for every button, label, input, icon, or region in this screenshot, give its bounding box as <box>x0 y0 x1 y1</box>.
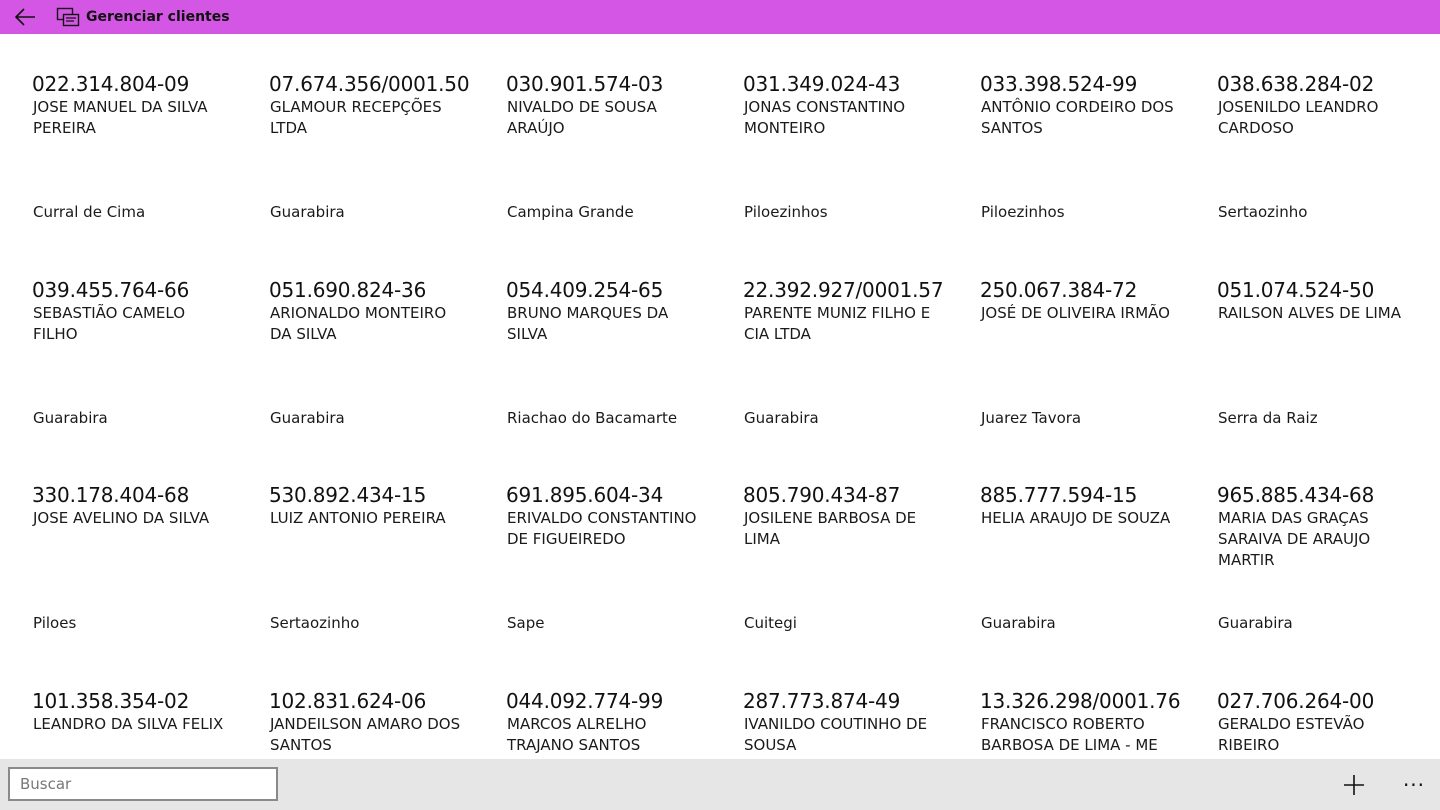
client-card[interactable] <box>980 483 1210 683</box>
client-name: GERALDO ESTEVÃO RIBEIRO <box>1218 714 1365 754</box>
client-city: Guarabira <box>33 408 108 427</box>
client-document-number: 102.831.624-06 <box>269 688 427 713</box>
client-name: BRUNO MARQUES DA SILVA <box>507 303 669 343</box>
client-city: Guarabira <box>270 408 345 427</box>
client-document-number: 330.178.404-68 <box>32 483 190 507</box>
client-card[interactable] <box>506 483 736 683</box>
client-card[interactable] <box>506 72 736 272</box>
client-name: RAILSON ALVES DE LIMA <box>1218 303 1401 322</box>
client-card[interactable] <box>743 689 973 760</box>
client-card[interactable] <box>506 689 736 760</box>
client-name: ERIVALDO CONSTANTINO DE FIGUEIREDO <box>507 509 697 548</box>
client-document-number: 027.706.264-00 <box>1217 688 1375 713</box>
client-card[interactable] <box>269 689 499 760</box>
client-name: LUIZ ANTONIO PEREIRA <box>270 509 446 527</box>
search-input[interactable] <box>8 767 278 801</box>
client-city: Campina Grande <box>507 203 634 221</box>
more-ellipsis-icon: ··· <box>1402 773 1426 797</box>
client-city: Sape <box>507 614 545 632</box>
client-city: Sertaozinho <box>270 614 360 632</box>
client-card[interactable] <box>980 72 1210 272</box>
client-document-number: 13.326.298/0001.76 <box>980 688 1181 713</box>
client-card[interactable] <box>506 278 736 478</box>
client-city: Juarez Tavora <box>981 408 1082 427</box>
client-card[interactable] <box>743 483 973 683</box>
add-client-button[interactable] <box>1334 765 1374 805</box>
client-name: JOSENILDO LEANDRO CARDOSO <box>1218 98 1379 137</box>
client-card[interactable] <box>980 689 1210 760</box>
client-document-number: 039.455.764-66 <box>32 277 190 302</box>
client-card[interactable] <box>1217 278 1440 478</box>
client-card[interactable] <box>32 72 262 272</box>
page-title: Gerenciar clientes <box>86 9 230 25</box>
client-document-number: 805.790.434-87 <box>743 483 901 507</box>
client-name: NIVALDO DE SOUSA ARAÚJO <box>507 98 657 137</box>
clients-grid <box>32 72 1440 759</box>
client-name: PARENTE MUNIZ FILHO E CIA LTDA <box>744 303 931 343</box>
client-name: JANDEILSON AMARO DOS SANTOS <box>270 714 461 754</box>
client-document-number: 691.895.604-34 <box>506 483 664 507</box>
client-cards-icon <box>56 5 80 29</box>
client-card[interactable] <box>32 483 262 683</box>
client-document-number: 051.074.524-50 <box>1217 277 1375 302</box>
plus-icon <box>1342 773 1366 797</box>
client-city: Cuitegi <box>744 614 797 632</box>
client-name: SEBASTIÃO CAMELO FILHO <box>33 303 186 343</box>
client-document-number: 530.892.434-15 <box>269 483 427 507</box>
client-city: Curral de Cima <box>33 203 146 221</box>
client-city: Riachao do Bacamarte <box>507 408 678 427</box>
client-name: FRANCISCO ROBERTO BARBOSA DE LIMA - ME <box>981 714 1158 754</box>
client-city: Guarabira <box>270 203 345 221</box>
client-name: IVANILDO COUTINHO DE SOUSA <box>744 714 928 754</box>
client-card[interactable] <box>743 72 973 272</box>
client-city: Piloezinhos <box>744 203 828 221</box>
client-card[interactable] <box>32 278 262 478</box>
client-document-number: 044.092.774-99 <box>506 688 664 713</box>
client-city: Guarabira <box>744 408 819 427</box>
client-name: JOSE AVELINO DA SILVA <box>33 509 210 527</box>
client-name: MARCOS ALRELHO TRAJANO SANTOS <box>507 714 647 754</box>
client-document-number: 031.349.024-43 <box>743 72 901 96</box>
client-name: MARIA DAS GRAÇAS SARAIVA DE ARAUJO MARTIR <box>1218 509 1371 569</box>
client-city: Piloes <box>33 614 77 632</box>
client-document-number: 22.392.927/0001.57 <box>743 277 944 302</box>
client-name: JOSE MANUEL DA SILVA PEREIRA <box>33 98 208 137</box>
client-name: JOSÉ DE OLIVEIRA IRMÃO <box>981 303 1170 322</box>
client-name: JONAS CONSTANTINO MONTEIRO <box>744 98 906 137</box>
client-name: JOSILENE BARBOSA DE LIMA <box>744 509 917 548</box>
client-name: GLAMOUR RECEPÇÕES LTDA <box>270 98 442 137</box>
client-document-number: 07.674.356/0001.50 <box>269 72 470 96</box>
client-card[interactable] <box>980 278 1210 478</box>
client-name: HELIA ARAUJO DE SOUZA <box>981 509 1171 527</box>
title-bar <box>0 0 1440 34</box>
client-document-number: 038.638.284-02 <box>1217 72 1375 96</box>
client-card[interactable] <box>1217 689 1440 760</box>
client-city: Sertaozinho <box>1218 203 1308 221</box>
client-card[interactable] <box>743 278 973 478</box>
client-document-number: 287.773.874-49 <box>743 688 901 713</box>
back-button[interactable] <box>0 0 50 34</box>
client-document-number: 054.409.254-65 <box>506 277 664 302</box>
client-card[interactable] <box>1217 483 1440 683</box>
client-document-number: 101.358.354-02 <box>32 688 190 713</box>
more-options-button[interactable] <box>1394 765 1434 805</box>
client-name: LEANDRO DA SILVA FELIX <box>33 714 224 733</box>
client-card[interactable] <box>269 72 499 272</box>
arrow-left-icon <box>13 7 37 27</box>
client-city: Guarabira <box>1218 614 1293 632</box>
client-document-number: 965.885.434-68 <box>1217 483 1375 507</box>
client-card[interactable] <box>32 689 262 760</box>
client-card[interactable] <box>269 483 499 683</box>
client-document-number: 030.901.574-03 <box>506 72 664 96</box>
client-document-number: 885.777.594-15 <box>980 483 1138 507</box>
client-name: ARIONALDO MONTEIRO DA SILVA <box>270 303 447 343</box>
client-document-number: 033.398.524-99 <box>980 72 1138 96</box>
client-city: Serra da Raiz <box>1218 408 1318 427</box>
command-bar <box>0 759 1440 810</box>
client-city: Piloezinhos <box>981 203 1065 221</box>
client-document-number: 022.314.804-09 <box>32 72 190 96</box>
client-document-number: 250.067.384-72 <box>980 277 1138 302</box>
client-document-number: 051.690.824-36 <box>269 277 427 302</box>
client-city: Guarabira <box>981 614 1056 632</box>
client-card[interactable] <box>269 278 499 478</box>
client-card[interactable] <box>1217 72 1440 272</box>
client-name: ANTÔNIO CORDEIRO DOS SANTOS <box>981 98 1174 137</box>
clients-list-view[interactable] <box>0 34 1440 759</box>
